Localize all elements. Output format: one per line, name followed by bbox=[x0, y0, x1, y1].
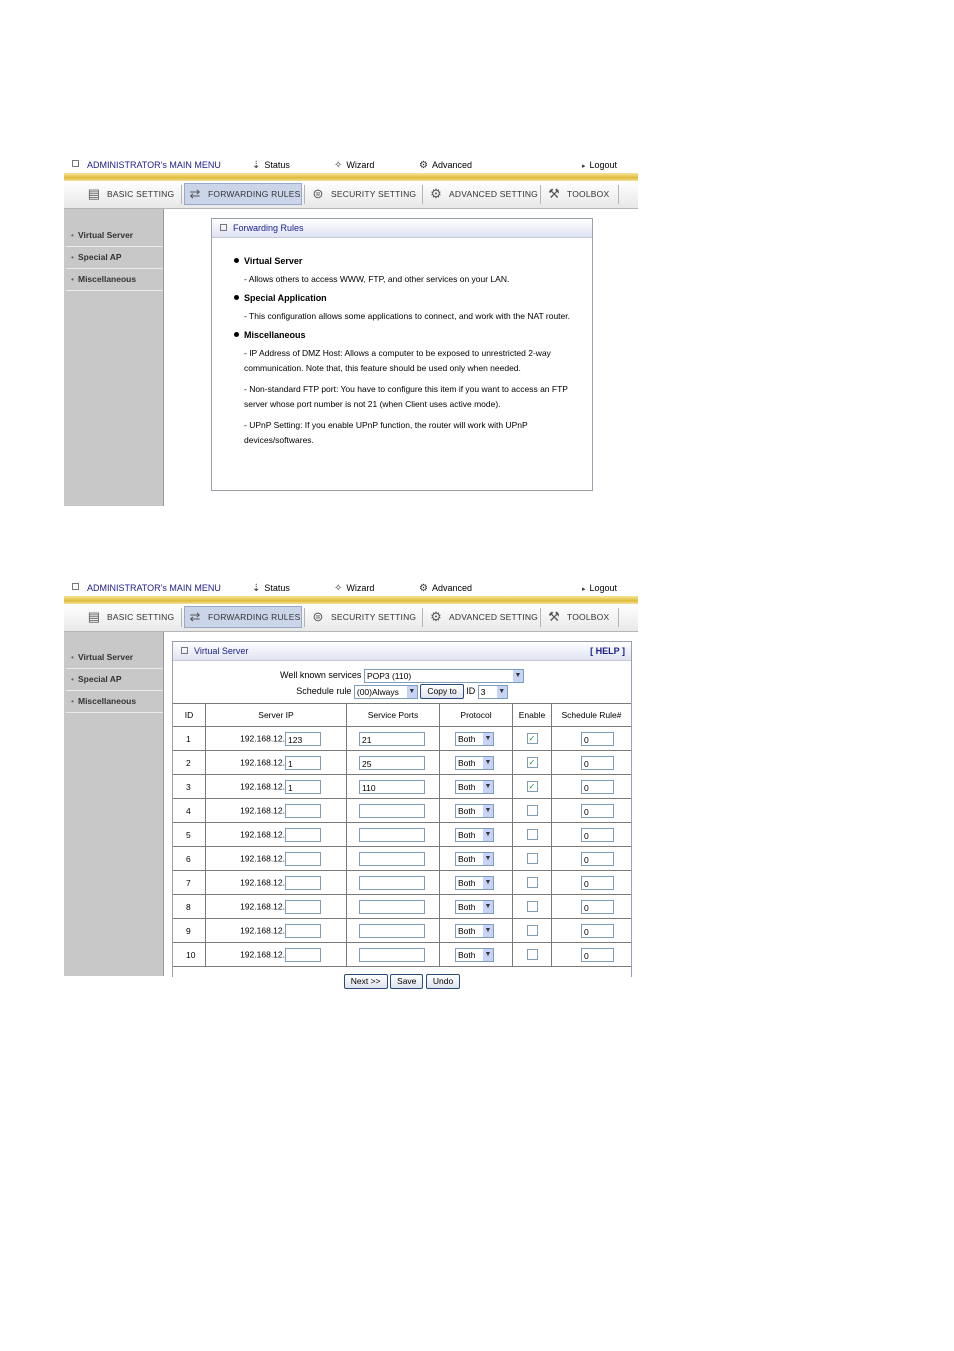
table-row bbox=[173, 943, 631, 967]
table-row bbox=[173, 895, 631, 919]
column-header-protocol: Protocol bbox=[440, 704, 513, 727]
protocol-cell bbox=[440, 895, 513, 919]
well-known-services-label: Well known services bbox=[280, 670, 362, 680]
server-ip-input[interactable]: 1 bbox=[285, 756, 321, 770]
bullet-icon: • bbox=[71, 230, 74, 240]
schedule-rule-input[interactable]: 0 bbox=[581, 852, 614, 866]
logout-link[interactable]: ▸ Logout bbox=[582, 583, 618, 593]
table-row bbox=[173, 871, 631, 895]
service-ports-input[interactable] bbox=[359, 924, 425, 938]
tab-advanced-setting[interactable]: ⚙ ADVANCED SETTING bbox=[426, 184, 538, 204]
server-ip-cell bbox=[206, 895, 347, 919]
sidebar-item-virtual-server[interactable]: • Virtual Server bbox=[66, 225, 163, 247]
sidebar-item-special-ap[interactable]: • Special AP bbox=[66, 669, 163, 691]
tab-basic-setting[interactable]: ▤ BASIC SETTING bbox=[84, 184, 178, 204]
schedule-rule-cell bbox=[552, 943, 632, 967]
chevron-down-icon: ▼ bbox=[483, 781, 493, 793]
square-bullet-icon bbox=[72, 160, 79, 167]
protocol-select[interactable]: Both ▼ bbox=[455, 804, 494, 818]
id-select[interactable]: 3 ▼ bbox=[478, 685, 508, 699]
advanced-link[interactable]: ⚙ Advanced bbox=[419, 583, 472, 594]
chevron-down-icon: ▼ bbox=[483, 829, 493, 841]
folder-icon: ▤ bbox=[87, 609, 101, 624]
tab-divider bbox=[181, 608, 182, 627]
table-row bbox=[173, 847, 631, 871]
schedule-rule-input[interactable]: 0 bbox=[581, 804, 614, 818]
chevron-down-icon: ▼ bbox=[483, 733, 493, 745]
table-row bbox=[173, 775, 631, 799]
enable-cell bbox=[513, 751, 552, 775]
tab-forwarding-rules[interactable]: ⇄ FORWARDING RULES bbox=[184, 183, 302, 205]
ip-prefix: 192.168.12. bbox=[240, 828, 285, 839]
gold-divider bbox=[64, 596, 638, 604]
tab-divider bbox=[618, 608, 619, 627]
enable-checkbox[interactable] bbox=[527, 925, 538, 936]
service-ports-input[interactable] bbox=[359, 900, 425, 914]
save-button[interactable]: Save bbox=[390, 974, 423, 989]
tab-divider bbox=[304, 185, 305, 204]
top-menu-bar bbox=[64, 157, 638, 173]
enable-checkbox[interactable]: ✓ bbox=[527, 733, 538, 744]
schedule-rule-input[interactable]: 0 bbox=[581, 732, 614, 746]
ip-prefix: 192.168.12. bbox=[240, 756, 285, 767]
tab-security-setting[interactable]: ⊜ SECURITY SETTING bbox=[308, 607, 418, 627]
server-ip-input[interactable] bbox=[285, 828, 321, 842]
tab-divider bbox=[304, 608, 305, 627]
advanced-link[interactable]: ⚙ Advanced bbox=[419, 160, 472, 171]
schedule-rule-input[interactable]: 0 bbox=[581, 924, 614, 938]
ip-prefix: 192.168.12. bbox=[240, 900, 285, 911]
service-ports-cell bbox=[347, 943, 440, 967]
enable-checkbox[interactable] bbox=[527, 949, 538, 960]
form-buttons bbox=[173, 967, 631, 989]
copy-to-button[interactable]: Copy to bbox=[420, 684, 463, 699]
service-ports-cell bbox=[347, 919, 440, 943]
server-ip-cell bbox=[206, 775, 347, 799]
tab-advanced-setting[interactable]: ⚙ ADVANCED SETTING bbox=[426, 607, 538, 627]
service-ports-input[interactable]: 25 bbox=[359, 756, 425, 770]
virtual-server-screenshot bbox=[64, 580, 638, 986]
arrows-icon: ⇄ bbox=[189, 186, 201, 201]
tab-toolbox[interactable]: ⚒ TOOLBOX bbox=[544, 184, 616, 204]
sidebar-item-special-ap[interactable]: • Special AP bbox=[66, 247, 163, 269]
protocol-select[interactable]: Both ▼ bbox=[455, 900, 494, 914]
tab-forwarding-rules[interactable]: ⇄ FORWARDING RULES bbox=[184, 606, 302, 628]
protocol-select[interactable]: Both ▼ bbox=[455, 948, 494, 962]
protocol-cell bbox=[440, 799, 513, 823]
chevron-down-icon: ▼ bbox=[497, 686, 507, 698]
server-ip-input[interactable] bbox=[285, 876, 321, 890]
sidebar bbox=[64, 632, 164, 976]
schedule-rule-cell bbox=[552, 847, 632, 871]
bullet-icon bbox=[234, 258, 239, 263]
protocol-select[interactable]: Both ▼ bbox=[455, 876, 494, 890]
bullet-icon: • bbox=[71, 674, 74, 684]
chevron-down-icon: ▼ bbox=[483, 925, 493, 937]
schedule-rule-input[interactable]: 0 bbox=[581, 876, 614, 890]
bullet-icon bbox=[234, 295, 239, 300]
chevron-down-icon: ▼ bbox=[513, 670, 523, 682]
chevron-down-icon: ▼ bbox=[483, 877, 493, 889]
undo-button[interactable]: Undo bbox=[426, 974, 460, 989]
server-ip-input[interactable] bbox=[285, 924, 321, 938]
next-button[interactable]: Next >> bbox=[344, 974, 388, 989]
square-bullet-icon bbox=[181, 647, 188, 654]
protocol-cell bbox=[440, 727, 513, 751]
ip-prefix: 192.168.12. bbox=[240, 780, 285, 791]
chevron-down-icon: ▼ bbox=[483, 901, 493, 913]
tab-security-setting[interactable]: ⊜ SECURITY SETTING bbox=[308, 184, 418, 204]
enable-checkbox[interactable] bbox=[527, 901, 538, 912]
tab-divider bbox=[540, 185, 541, 204]
protocol-select[interactable]: Both ▼ bbox=[455, 852, 494, 866]
server-ip-cell bbox=[206, 847, 347, 871]
row-id: 5 bbox=[173, 823, 206, 847]
row-id: 1 bbox=[173, 727, 206, 751]
ip-prefix: 192.168.12. bbox=[240, 852, 285, 863]
service-ports-input[interactable] bbox=[359, 948, 425, 962]
admin-main-menu-link[interactable]: ADMINISTRATOR's MAIN MENU bbox=[72, 159, 221, 171]
folder-icon: ▤ bbox=[87, 186, 101, 201]
bullet-icon: • bbox=[71, 696, 74, 706]
enable-checkbox[interactable] bbox=[527, 829, 538, 840]
section-heading: Virtual Server bbox=[234, 256, 592, 266]
table-row bbox=[173, 727, 631, 751]
section-description: - Non-standard FTP port: You have to configure this item if you want to access an FTP server whose port number is not 21 (when Client uses active mode). bbox=[244, 384, 568, 409]
row-id: 10 bbox=[173, 943, 206, 967]
column-header-id: ID bbox=[173, 704, 206, 727]
section-description: - This configuration allows some applications to connect, and work with the NAT router. bbox=[244, 311, 570, 321]
well-known-services-select[interactable]: POP3 (110) ▼ bbox=[364, 669, 524, 683]
table-row bbox=[173, 919, 631, 943]
tab-toolbox[interactable]: ⚒ TOOLBOX bbox=[544, 607, 616, 627]
gear-icon: ⚙ bbox=[430, 186, 442, 201]
chevron-down-icon: ▼ bbox=[483, 805, 493, 817]
square-bullet-icon bbox=[220, 224, 227, 231]
table-header-row bbox=[173, 704, 631, 727]
wizard-link[interactable]: ✧ Wizard bbox=[334, 160, 375, 171]
arrow-right-icon: ▸ bbox=[582, 163, 586, 170]
enable-cell bbox=[513, 775, 552, 799]
schedule-rule-cell bbox=[552, 727, 632, 751]
ip-prefix: 192.168.12. bbox=[240, 876, 285, 887]
status-link[interactable]: ⇣ Status bbox=[252, 583, 290, 594]
virtual-server-box bbox=[172, 641, 632, 986]
protocol-cell bbox=[440, 943, 513, 967]
schedule-rule-cell bbox=[552, 775, 632, 799]
server-ip-cell bbox=[206, 871, 347, 895]
status-icon: ⇣ bbox=[252, 583, 261, 594]
server-ip-input[interactable] bbox=[285, 948, 321, 962]
section-description: - Allows others to access WWW, FTP, and other services on your LAN. bbox=[244, 274, 510, 284]
well-known-services-row bbox=[173, 667, 631, 683]
chevron-down-icon: ▼ bbox=[483, 757, 493, 769]
row-id: 2 bbox=[173, 751, 206, 775]
schedule-rule-cell bbox=[552, 799, 632, 823]
enable-checkbox[interactable]: ✓ bbox=[527, 757, 538, 768]
protocol-cell bbox=[440, 919, 513, 943]
protocol-select[interactable]: Both ▼ bbox=[455, 828, 494, 842]
enable-checkbox[interactable] bbox=[527, 853, 538, 864]
column-header-schedule-rule: Schedule Rule# bbox=[552, 704, 632, 727]
tab-divider bbox=[618, 185, 619, 204]
status-icon: ⇣ bbox=[252, 160, 261, 171]
service-ports-input[interactable] bbox=[359, 804, 425, 818]
section-heading: Miscellaneous bbox=[234, 330, 592, 340]
server-ip-input[interactable] bbox=[285, 900, 321, 914]
service-ports-cell bbox=[347, 727, 440, 751]
schedule-rule-select[interactable]: (00)Always ▼ bbox=[354, 685, 418, 699]
enable-checkbox[interactable] bbox=[527, 877, 538, 888]
tab-basic-setting[interactable]: ▤ BASIC SETTING bbox=[84, 607, 178, 627]
chevron-down-icon: ▼ bbox=[483, 949, 493, 961]
id-label: ID bbox=[466, 686, 476, 696]
server-ip-cell bbox=[206, 823, 347, 847]
service-ports-input[interactable] bbox=[359, 828, 425, 842]
schedule-rule-input[interactable]: 0 bbox=[581, 828, 614, 842]
tab-divider bbox=[540, 608, 541, 627]
column-header-enable: Enable bbox=[513, 704, 552, 727]
enable-cell bbox=[513, 823, 552, 847]
row-id: 3 bbox=[173, 775, 206, 799]
protocol-cell bbox=[440, 823, 513, 847]
bullet-icon bbox=[234, 332, 239, 337]
service-ports-cell bbox=[347, 775, 440, 799]
row-id: 8 bbox=[173, 895, 206, 919]
schedule-rule-cell bbox=[552, 919, 632, 943]
forwarding-rules-box bbox=[211, 218, 593, 491]
sidebar-item-virtual-server[interactable]: • Virtual Server bbox=[66, 647, 163, 669]
enable-cell bbox=[513, 919, 552, 943]
service-ports-input[interactable]: 110 bbox=[359, 780, 425, 794]
protocol-cell bbox=[440, 847, 513, 871]
protocol-select[interactable]: Both ▼ bbox=[455, 756, 494, 770]
chevron-down-icon: ▼ bbox=[407, 686, 417, 698]
enable-cell bbox=[513, 727, 552, 751]
schedule-rule-label: Schedule rule bbox=[296, 686, 352, 696]
ip-prefix: 192.168.12. bbox=[240, 732, 285, 743]
service-ports-input[interactable]: 21 bbox=[359, 732, 425, 746]
box-header: Forwarding Rules bbox=[212, 219, 592, 238]
table-body bbox=[173, 727, 631, 967]
schedule-rule-row bbox=[173, 683, 631, 699]
toolbox-icon: ⚒ bbox=[548, 186, 560, 201]
enable-cell bbox=[513, 871, 552, 895]
tab-bar bbox=[64, 181, 638, 209]
bullet-icon: • bbox=[71, 652, 74, 662]
logout-link[interactable]: ▸ Logout bbox=[582, 160, 618, 170]
service-ports-cell bbox=[347, 823, 440, 847]
row-id: 7 bbox=[173, 871, 206, 895]
section-heading: Special Application bbox=[234, 293, 592, 303]
table-row bbox=[173, 799, 631, 823]
service-ports-cell bbox=[347, 871, 440, 895]
column-header-service-ports: Service Ports bbox=[347, 704, 440, 727]
ip-prefix: 192.168.12. bbox=[240, 804, 285, 815]
ip-prefix: 192.168.12. bbox=[240, 924, 285, 935]
server-ip-cell bbox=[206, 727, 347, 751]
square-bullet-icon bbox=[72, 583, 79, 590]
schedule-rule-input[interactable]: 0 bbox=[581, 948, 614, 962]
protocol-select[interactable]: Both ▼ bbox=[455, 924, 494, 938]
service-ports-input[interactable] bbox=[359, 876, 425, 890]
schedule-rule-cell bbox=[552, 823, 632, 847]
enable-cell bbox=[513, 847, 552, 871]
tab-divider bbox=[422, 185, 423, 204]
schedule-rule-cell bbox=[552, 895, 632, 919]
toolbox-icon: ⚒ bbox=[548, 609, 560, 624]
forwarding-info bbox=[212, 238, 592, 448]
row-id: 4 bbox=[173, 799, 206, 823]
schedule-rule-cell bbox=[552, 871, 632, 895]
server-ip-input[interactable] bbox=[285, 852, 321, 866]
protocol-select[interactable]: Both ▼ bbox=[455, 780, 494, 794]
service-ports-input[interactable] bbox=[359, 852, 425, 866]
ip-prefix: 192.168.12. bbox=[240, 948, 285, 959]
schedule-rule-input[interactable]: 0 bbox=[581, 780, 614, 794]
admin-main-menu-link[interactable]: ADMINISTRATOR's MAIN MENU bbox=[72, 582, 221, 594]
arrow-right-icon: ▸ bbox=[582, 586, 586, 593]
wizard-icon: ✧ bbox=[334, 160, 343, 171]
bullet-icon: • bbox=[71, 274, 74, 284]
enable-checkbox[interactable]: ✓ bbox=[527, 781, 538, 792]
enable-cell bbox=[513, 943, 552, 967]
table-row bbox=[173, 751, 631, 775]
enable-checkbox[interactable] bbox=[527, 805, 538, 816]
schedule-rule-cell bbox=[552, 751, 632, 775]
section-description: - UPnP Setting: If you enable UPnP function, the router will work with UPnP devices/softwares. bbox=[244, 420, 528, 445]
service-ports-cell bbox=[347, 895, 440, 919]
sidebar-item-miscellaneous[interactable]: • Miscellaneous bbox=[66, 269, 163, 291]
protocol-select[interactable]: Both ▼ bbox=[455, 732, 494, 746]
lock-icon: ⊜ bbox=[312, 609, 324, 624]
status-link[interactable]: ⇣ Status bbox=[252, 160, 290, 171]
protocol-cell bbox=[440, 751, 513, 775]
server-ip-input[interactable]: 1 bbox=[285, 780, 321, 794]
protocol-cell bbox=[440, 775, 513, 799]
server-ip-cell bbox=[206, 943, 347, 967]
section-description: - IP Address of DMZ Host: Allows a computer to be exposed to unrestricted 2-way communication. Note that, this feature should be used only when needed. bbox=[244, 348, 551, 373]
server-ip-input[interactable]: 123 bbox=[285, 732, 321, 746]
tab-divider bbox=[181, 185, 182, 204]
table-row bbox=[173, 823, 631, 847]
bullet-icon: • bbox=[71, 252, 74, 262]
chevron-down-icon: ▼ bbox=[483, 853, 493, 865]
tab-bar bbox=[64, 604, 638, 632]
tab-divider bbox=[422, 608, 423, 627]
row-id: 9 bbox=[173, 919, 206, 943]
server-ip-cell bbox=[206, 799, 347, 823]
lock-icon: ⊜ bbox=[312, 186, 324, 201]
service-ports-cell bbox=[347, 847, 440, 871]
row-id: 6 bbox=[173, 847, 206, 871]
advanced-icon: ⚙ bbox=[419, 583, 428, 594]
server-ip-cell bbox=[206, 919, 347, 943]
schedule-rule-input[interactable]: 0 bbox=[581, 756, 614, 770]
help-link[interactable]: [ HELP ] bbox=[590, 646, 625, 656]
wizard-link[interactable]: ✧ Wizard bbox=[334, 583, 375, 594]
protocol-cell bbox=[440, 871, 513, 895]
service-ports-cell bbox=[347, 799, 440, 823]
gear-icon: ⚙ bbox=[430, 609, 442, 624]
advanced-icon: ⚙ bbox=[419, 160, 428, 171]
service-ports-cell bbox=[347, 751, 440, 775]
gold-divider bbox=[64, 173, 638, 181]
wizard-icon: ✧ bbox=[334, 583, 343, 594]
enable-cell bbox=[513, 799, 552, 823]
schedule-rule-input[interactable]: 0 bbox=[581, 900, 614, 914]
arrows-icon: ⇄ bbox=[189, 609, 201, 624]
forwarding-rules-screenshot bbox=[64, 157, 638, 506]
enable-cell bbox=[513, 895, 552, 919]
top-menu-bar bbox=[64, 580, 638, 596]
server-ip-cell bbox=[206, 751, 347, 775]
sidebar bbox=[64, 209, 164, 506]
box-header: Virtual Server [ HELP ] bbox=[173, 642, 631, 661]
virtual-server-table bbox=[173, 703, 631, 967]
column-header-server-ip: Server IP bbox=[206, 704, 347, 727]
server-ip-input[interactable] bbox=[285, 804, 321, 818]
sidebar-item-miscellaneous[interactable]: • Miscellaneous bbox=[66, 691, 163, 713]
